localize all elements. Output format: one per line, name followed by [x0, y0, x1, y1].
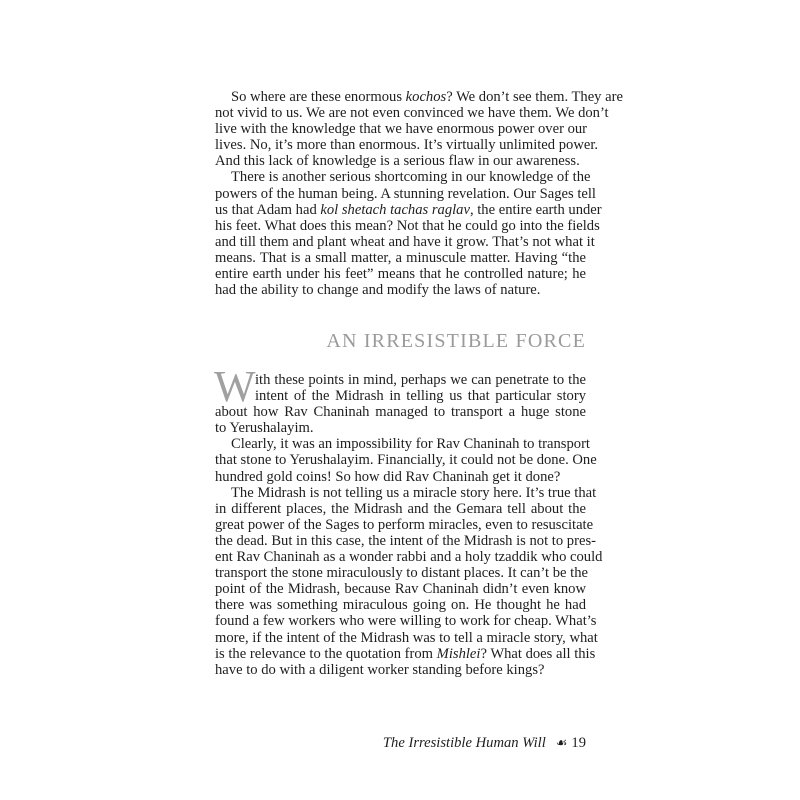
- text-line: [215, 201, 602, 218]
- text-line: [215, 282, 586, 298]
- paragraph: [215, 372, 586, 436]
- text-run: intent of the Midrash in telling us that particular story: [255, 388, 586, 405]
- text-run: had the ability to change and modify the laws of nature.: [215, 282, 541, 299]
- text-run: So where are these enormous: [231, 89, 406, 105]
- text-run: not vivid to us. We are not even convinced we have them. We don’t: [215, 105, 609, 122]
- text-run: ? What does all this: [480, 645, 596, 662]
- text-run: , the entire earth under: [469, 201, 602, 218]
- fleuron-ornament-icon: ☙: [555, 735, 568, 750]
- text-run: And this lack of knowledge is a serious flaw in our awareness.: [215, 153, 580, 170]
- text-line: [215, 250, 586, 266]
- text-line: [215, 217, 600, 234]
- text-line: [215, 516, 594, 533]
- paragraph: [215, 169, 602, 299]
- text-run: in different places, the Midrash and the Gemara tell about the: [215, 500, 586, 517]
- italic-term: kol shetach tachas raglav: [320, 201, 470, 218]
- running-title: The Irresistible Human Will: [382, 735, 546, 751]
- text-line: [215, 266, 586, 282]
- text-line: [215, 105, 609, 122]
- text-line: [215, 501, 586, 517]
- text-line: [215, 233, 595, 250]
- text-run: transport the stone miraculously to distant places. It can’t be the: [215, 565, 588, 582]
- text-line: [215, 452, 597, 469]
- drop-cap: W: [214, 362, 256, 411]
- text-run: live with the knowledge that we have enormous power over our: [215, 121, 588, 138]
- text-run: more, if the intent of the Midrash was to tell a miracle story, what: [215, 629, 598, 646]
- text-run: to Yerushalayim.: [215, 420, 314, 437]
- italic-term: Mishlei: [436, 645, 481, 662]
- text-line: [215, 565, 586, 581]
- text-run: The Midrash is not telling us a miracle story here. It’s true that: [231, 484, 597, 501]
- text-line: [215, 469, 586, 485]
- text-line: [215, 484, 597, 501]
- page-number: 19: [571, 735, 586, 751]
- text-line: [215, 532, 596, 549]
- text-line: [215, 420, 586, 436]
- text-line: [215, 613, 597, 630]
- body-text-section-1: [215, 89, 623, 299]
- text-run: great power of the Sages to perform miracles, even to resuscitate: [215, 516, 594, 533]
- text-run: lives. No, it’s more than enormous. It’s virtually unlimited power.: [215, 137, 599, 154]
- text-run: about how Rav Chaninah managed to transport a huge stone: [215, 404, 586, 421]
- text-line: [215, 121, 586, 137]
- text-run: means. That is a small matter, a minuscule matter. Having “the: [215, 249, 586, 266]
- section-heading: AN IRRESISTIBLE FORCE: [326, 330, 586, 352]
- text-line: [215, 372, 586, 388]
- text-line: [215, 436, 590, 453]
- text-line: [215, 388, 586, 404]
- text-run: Clearly, it was an impossibility for Rav Chaninah to transport: [231, 436, 590, 453]
- text-run: powers of the human being. A stunning revelation. Our Sages tell: [215, 185, 596, 202]
- text-line: [215, 185, 596, 202]
- text-run: the dead. But in this case, the intent of the Midrash is not to pres-: [215, 532, 596, 549]
- text-run: have to do with a diligent worker standing before kings?: [215, 661, 545, 678]
- text-line: [215, 169, 591, 186]
- text-line: [215, 581, 586, 597]
- paragraph: [215, 436, 597, 485]
- text-run: ? We don’t see them. They are: [446, 89, 623, 105]
- text-run: his feet. What does this mean? Not that he could go into the fields: [215, 217, 600, 234]
- text-run: There is another serious shortcoming in our knowledge of the: [231, 169, 591, 186]
- text-run: is the relevance to the quotation from: [215, 645, 437, 662]
- text-line: [215, 645, 596, 662]
- text-line: [215, 629, 598, 646]
- text-line: [215, 89, 623, 105]
- text-line: [215, 549, 603, 566]
- text-line: [215, 597, 586, 613]
- italic-term: kochos: [405, 89, 447, 105]
- paragraph: [215, 484, 603, 678]
- paragraph: [215, 89, 623, 170]
- text-run: point of the Midrash, because Rav Chaninah didn’t even know: [215, 581, 586, 598]
- text-line: [215, 137, 599, 154]
- page-footer: [383, 735, 586, 752]
- text-run: found a few workers who were willing to work for cheap. What’s: [215, 613, 597, 630]
- text-run: hundred gold coins! So how did Rav Chaninah get it done?: [215, 468, 561, 485]
- text-run: and till them and plant wheat and have it grow. That’s not what it: [215, 233, 595, 250]
- text-line: [215, 404, 586, 420]
- text-line: [215, 153, 586, 169]
- text-run: ith these points in mind, perhaps we can penetrate to the: [255, 372, 586, 388]
- text-run: there was something miraculous going on. He thought he had: [215, 597, 586, 614]
- text-run: that stone to Yerushalayim. Financially, it could not be done. One: [215, 452, 597, 469]
- text-run: ent Rav Chaninah as a wonder rabbi and a holy tzaddik who could: [215, 549, 603, 566]
- text-run: entire earth under his feet” means that he controlled nature; he: [215, 266, 586, 283]
- text-line: [215, 662, 586, 678]
- body-text-section-2: [214, 362, 603, 678]
- text-run: us that Adam had: [215, 201, 321, 218]
